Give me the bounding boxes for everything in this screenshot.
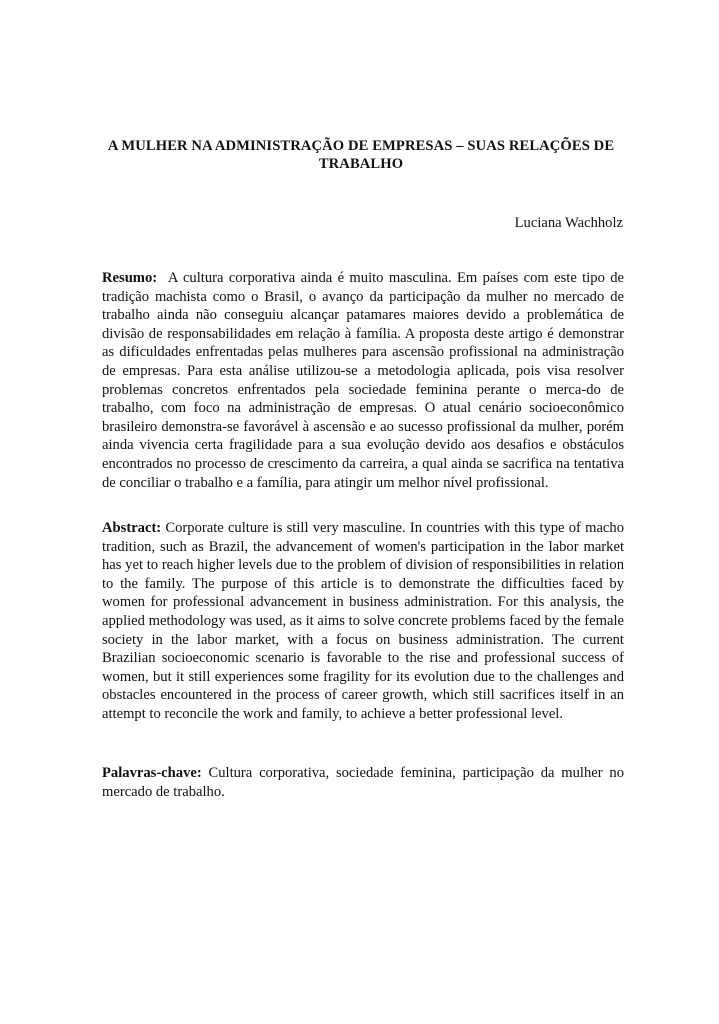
- resumo-text: A cultura corporativa ainda é muito masculina. Em países com este tipo de tradição machista como o Brasil, o avanço da participação da mulher no mercado de trabalho ainda não conseguiu alcançar patamares maiores devido a problemática de divisão de responsabilidades em relação à família. A proposta deste artigo é demonstrar as dificuldades enfrentadas pelas mulheres para ascensão profissional na administração de empresas. Para esta análise utilizou-se a metodologia aplicada, pois visa resolver problemas concretos enfrentados pela sociedade feminina perante o merca-do de trabalho, com foco na administração de empresas. O atual cenário socioeconômico brasileiro demonstra-se favorável à ascensão e ao sucesso profissional da mulher, porém ainda vivencia certa fragilidade para a sua evolução devido aos desafios e obstáculos encontrados no processo de crescimento da carreira, a qual ainda se sacrifica na tentativa de conciliar o trabalho e a família, para atingir um melhor nível profissional.: [102, 270, 625, 491]
- author-name: Luciana Wachholz: [514, 215, 623, 231]
- abstract-section: [102, 519, 624, 724]
- resumo-label: Resumo:: [102, 270, 158, 286]
- keywords-section: [102, 764, 624, 801]
- paper-title: A MULHER NA ADMINISTRAÇÃO DE EMPRESAS – SUAS RELAÇÕES DE TRABALHO: [107, 138, 615, 172]
- keywords-text: Cultura corporativa, sociedade feminina, participação da mulher no mercado de trabalho.: [102, 765, 624, 800]
- resumo-section: [102, 269, 624, 492]
- abstract-text: Corporate culture is still very masculine. In countries with this type of macho tradition, such as Brazil, the advancement of women's participation in the labor market has yet to reach higher levels due to the problem of division of responsibilities in relation to the family. The purpose of this article is to demonstrate the difficulties faced by women for professional advancement in business administration. For this analysis, the applied methodology was used, as it aims to solve concrete problems faced by the female society in the labor market, with a focus on business administration. The current Brazilian socioeconomic scenario is favorable to the rise and professional success of women, but it still experiences some fragility for its evolution due to the challenges and obstacles encountered in the process of career growth, which still sacrifices itself in an attempt to reconcile the work and family, to achieve a better professional level.: [102, 520, 624, 722]
- keywords-label: Palavras-chave:: [102, 765, 202, 781]
- abstract-label: Abstract:: [102, 520, 162, 536]
